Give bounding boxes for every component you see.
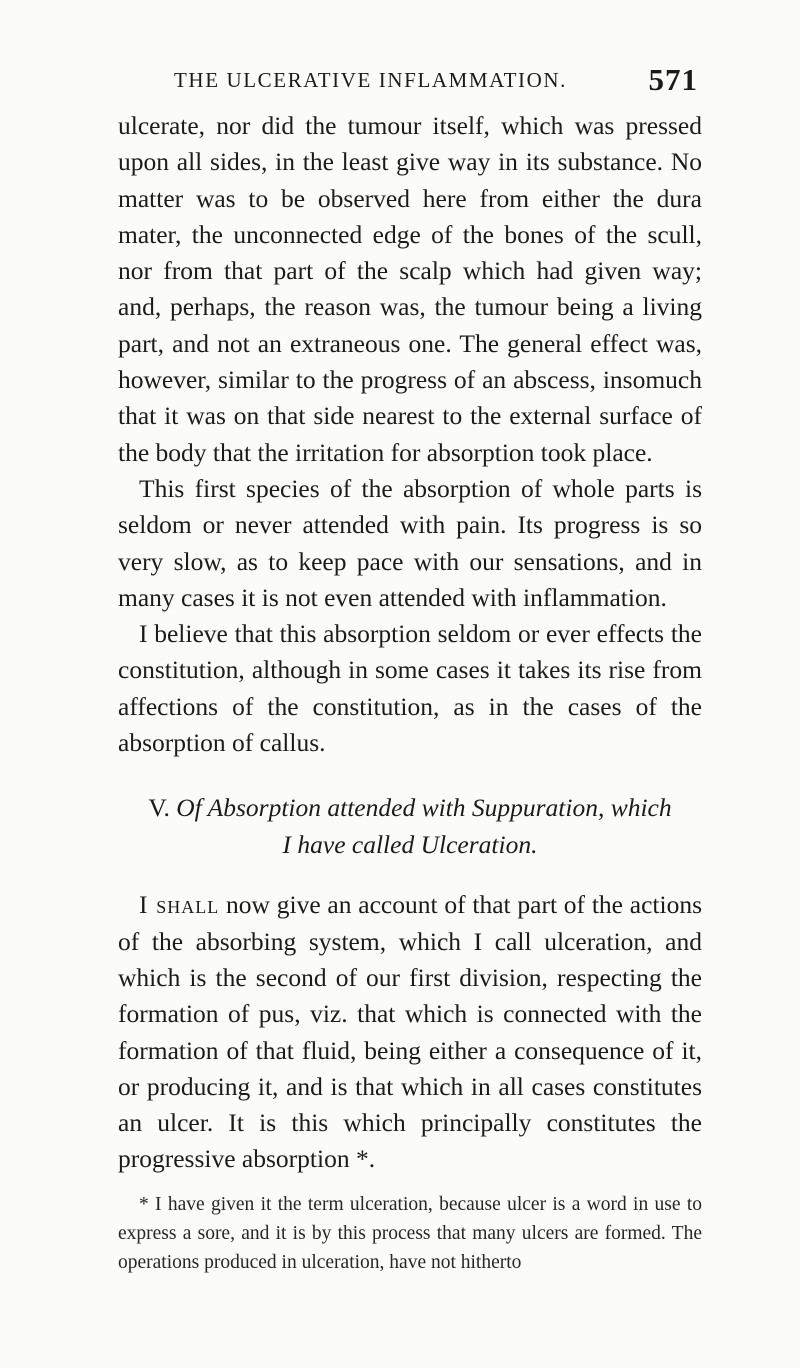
running-head (114, 62, 698, 102)
page-number: 571 (648, 62, 698, 97)
paragraph-first-species: This first species of the absorption of whole parts is seldom or never attended with pain. Its progress is so very slow, as to keep pace with our sensations, and in many cases it is not even attended with inflammation. (118, 473, 702, 612)
body-text (118, 108, 702, 1277)
paragraph-ulceration (118, 887, 702, 1177)
paragraph-continuation: ulcerate, nor did the tumour itself, which was pressed upon all sides, in the least give way in its substance. No matter was to be observed here from either the dura mater, the unconnected edge of the bones of the scull, nor from that part of the scalp which had given way; and, perhaps, the reason was, the tumour being a living part, and not an extraneous one. The general effect was, however, similar to the progress of an abscess, insomuch that it was on that side nearest to the external surface of the body that the irritation for absorption took place. (118, 111, 702, 467)
footnote: * I have given it the term ulceration, because ulcer is a word in use to express a sore, and it is by this process that many ulcers are formed. The operations produced in ulceration, have not hitherto (118, 1193, 702, 1273)
running-title: THE ULCERATIVE INFLAMMATION. (174, 68, 568, 92)
section-number: V. (148, 793, 170, 823)
lead-word: I shall (139, 890, 220, 920)
paragraph-ulceration-text: now give an account of that part of the actions of the absorbing system, which I call ulceration, and which is the second of our first division, respecting the formation of pus, viz. that which is connected with the formation of that fluid, being either a consequence of it, or producing it, and is that which in all cases constitutes an ulcer. It is this which principally constitutes the progressive absorption *. (118, 890, 702, 1174)
section-title-line-2: I have called Ulceration. (282, 830, 538, 860)
paragraph-constitution: I believe that this absorption seldom or ever effects the constitution, although in some cases it takes its rise from affections of the constitution, as in the cases of the absorption of callus. (118, 619, 702, 758)
section-title-line-1: Of Absorption attended with Suppuration, which (176, 793, 672, 823)
section-heading (118, 789, 702, 863)
